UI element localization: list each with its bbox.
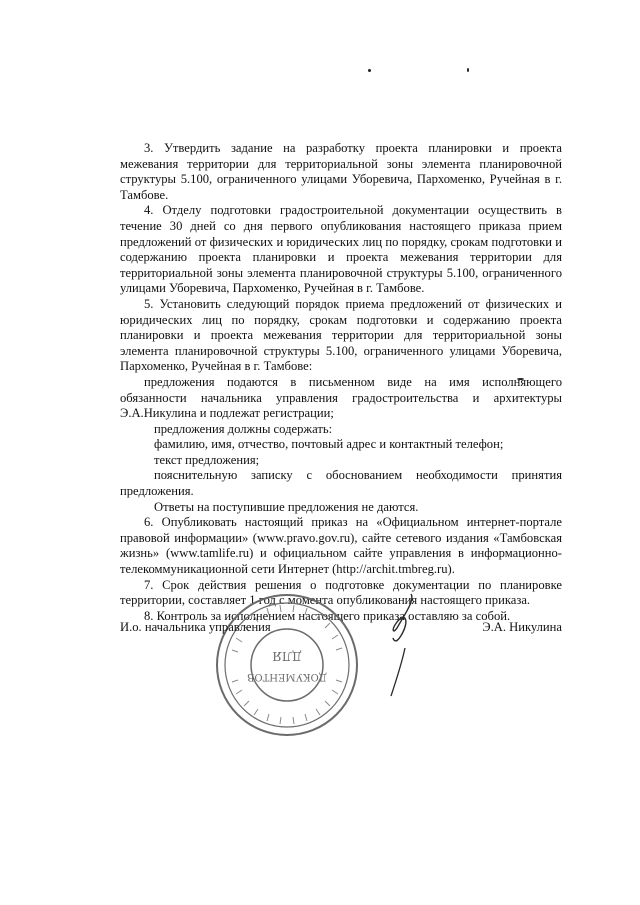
rule-contents-note: пояснительную записку с обоснованием необходимости принятия предложения. [120,468,562,499]
signature-block [120,620,562,640]
handwritten-signature [375,590,435,700]
rule-contents: предложения должны содержать: [154,421,333,436]
paragraph-6: 6. Опубликовать настоящий приказ на «Официальном интернет-портале правовой информации» (www.pravo.gov.ru), сайте сетевого издания «Тамбовская жизнь» (www.tamlife.ru) и официальном сайте управления в информационно-телекоммуникационной сети Интернет (http://archit.tmbreg.ru). [120,515,562,577]
scan-speck [368,69,371,72]
paragraph-5: 5. Установить следующий порядок приема предложений от физических и юридических лиц по порядку, срокам подготовки и содержанию проекта планировки и проекта межевания территории для территориальной зоны элемента планировочной структуры 5.100, ограниченного улицами Уборевича, Пархоменко, Ручейная в г. Тамбове: [120,296,562,374]
signer-name: Э.А. Никулина [482,620,562,634]
paragraph-7: 7. Срок действия решения о подготовке документации по планировке территории, составляет 1 год с момента опубликования настоящего приказа. [120,577,562,608]
paragraph-8: 8. Контроль за исполнением настоящего приказа оставляю за собой. [144,608,511,623]
seal-center-line-1: ДЛЯ [272,649,302,663]
seal-center-line-2: ДОКУМЕНТОВ [247,671,327,682]
paragraph-3: 3. Утвердить задание на разработку проекта планировки и проекта межевания территории для территориальной зоны элемента планировочной структуры 5.100, ограниченного улицами Уборевича, Пархоменко, Ручейная в г. Тамбове. [120,141,562,202]
rule-no-replies: Ответы на поступившие предложения не даются. [154,499,419,514]
paragraph-4: 4. Отделу подготовки градостроительной документации осуществить в течение 30 дней со дня первого опубликования настоящего приказа прием предложений от физических и юридических лиц по порядку, срокам подготовки и содержанию проекта планировки и проекта межевания территории для территориальной зоны элемента планировочной структуры 5.100, ограниченного улицами Уборевича, Пархоменко, Ручейная в г. Тамбове. [120,203,562,296]
signer-role: И.о. начальника управления [120,620,271,634]
rule-contents-name: фамилию, имя, отчество, почтовый адрес и контактный телефон; [154,437,504,452]
rule-submission: предложения подаются в письменном виде на имя исполняющего обязанности начальника управления градостроительства и архитектуры Э.А.Никулина и подлежат регистрации; [120,374,562,421]
seal-outer-ring [217,595,357,735]
scan-speck [467,68,469,72]
document-body [120,141,562,624]
signature-lower-stroke [391,648,405,696]
rule-contents-text: текст предложения; [154,452,260,467]
official-seal [212,590,362,740]
